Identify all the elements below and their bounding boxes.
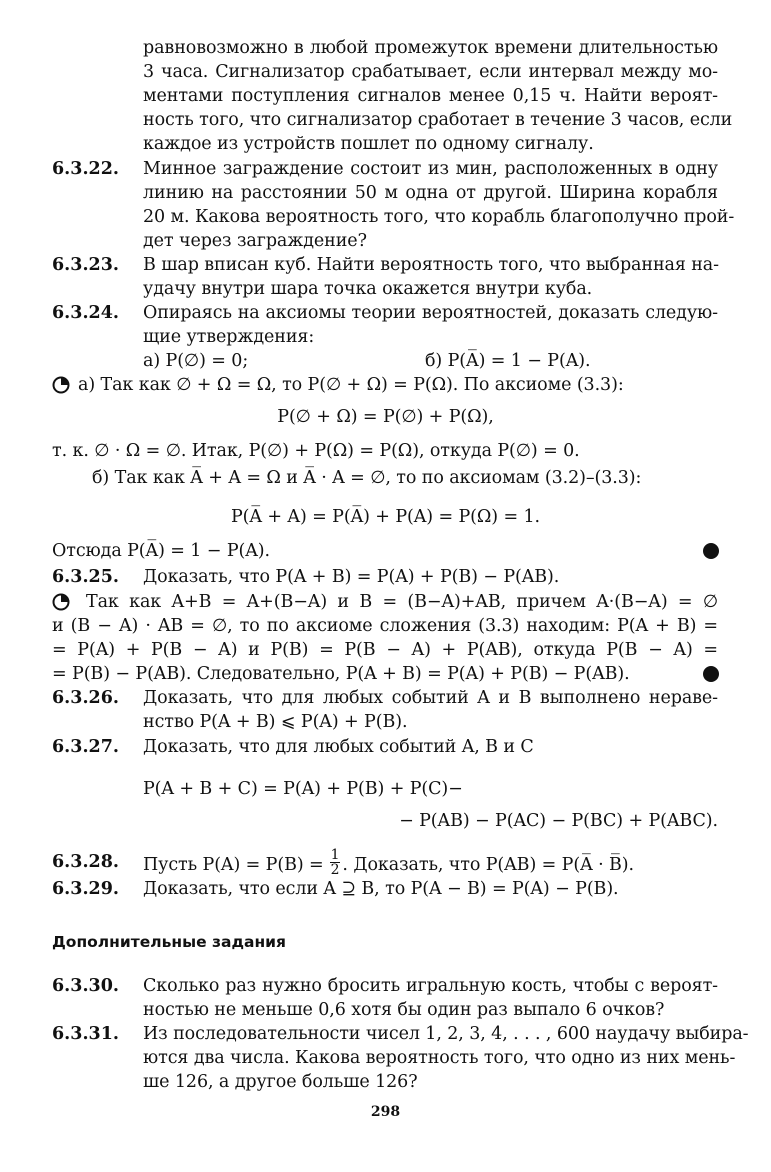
problem-number: 6.3.22.: [52, 159, 119, 179]
problem-number: 6.3.24.: [52, 303, 119, 323]
problem-text: удачу внутри шара точка окажется внутри куба.: [143, 279, 593, 299]
formula: P(A + B + C) = P(A) + P(B) + P(C)−: [143, 779, 463, 799]
problem-text: Доказать, что для любых событий A, B и C: [143, 737, 534, 757]
formula: P(∅ + Ω) = P(∅) + P(Ω),: [277, 407, 494, 427]
problem-number: 6.3.27.: [52, 737, 119, 757]
problem-text: 20 м. Какова вероятность того, что корабль благополучно прой-: [143, 207, 735, 227]
text-line: равновозможно в любой промежуток времени длительностью: [143, 38, 718, 58]
fraction-denominator: 2: [330, 862, 340, 878]
problem-text: ше 126, а другое больше 126?: [143, 1072, 418, 1092]
solution-text: = P(A) + P(B − A) и P(B) = P(B − A) + P(AB), откуда P(B − A) =: [52, 640, 718, 660]
problem-text-pre: Пусть P(A) = P(B) =: [143, 854, 324, 875]
solution-text: а) Так как ∅ + Ω = Ω, то P(∅ + Ω) = P(Ω). По аксиоме (3.3):: [78, 375, 624, 395]
text-line: ментами поступления сигналов менее 0,15 ч. Найти вероят-: [143, 86, 718, 106]
problem-text: Из последовательности чисел 1, 2, 3, 4, . . . , 600 наудачу выбира-: [143, 1024, 749, 1044]
solution-end-icon: [702, 542, 720, 560]
problem-item-a: а) P(∅) = 0;: [143, 351, 249, 371]
problem-text: Доказать, что P(A + B) = P(A) + P(B) − P(AB).: [143, 567, 560, 587]
text-line: 3 часа. Сигнализатор срабатывает, если интервал между мо-: [143, 62, 718, 82]
problem-text: ностью не меньше 0,6 хотя бы один раз выпало 6 очков?: [143, 1000, 665, 1020]
problem-number: 6.3.25.: [52, 567, 119, 587]
problem-text: Доказать, что для любых событий A и B выполнено нераве-: [143, 688, 718, 708]
problem-text: линию на расстоянии 50 м одна от другой. Ширина корабля: [143, 183, 718, 203]
problem-item-b: б) P(A̅) = 1 − P(A).: [425, 351, 591, 371]
text-line: каждое из устройств пошлет по одному сигналу.: [143, 134, 594, 154]
problem-text: ются два числа. Какова вероятность того, что одно из них мень-: [143, 1048, 736, 1068]
fraction-numerator: 1: [330, 847, 340, 863]
problem-text: щие утверждения:: [143, 327, 315, 347]
problem-text: [143, 847, 634, 879]
problem-text: дет через заграждение?: [143, 231, 367, 251]
section-heading: Дополнительные задания: [52, 933, 286, 951]
problem-text: нство P(A + B) ⩽ P(A) + P(B).: [143, 712, 408, 732]
formula: − P(AB) − P(AC) − P(BC) + P(ABC).: [399, 811, 718, 831]
problem-number: 6.3.29.: [52, 879, 119, 899]
solution-start-icon: [52, 376, 70, 394]
fraction: [330, 848, 341, 877]
text-line: ность того, что сигнализатор сработает в течение 3 часов, если: [143, 110, 733, 130]
solution-text: = P(B) − P(AB). Следовательно, P(A + B) = P(A) + P(B) − P(AB).: [52, 664, 630, 684]
solution-text: б) Так как A̅ + A = Ω и A̅ · A = ∅, то по аксиомам (3.2)–(3.3):: [92, 468, 642, 488]
solution-text: и (B − A) · AB = ∅, то по аксиоме сложения (3.3) находим: P(A + B) =: [52, 616, 718, 636]
problem-number: 6.3.28.: [52, 852, 119, 872]
problem-number: 6.3.26.: [52, 688, 119, 708]
problem-text: Минное заграждение состоит из мин, расположенных в одну: [143, 159, 718, 179]
solution-start-icon: [52, 593, 70, 611]
problem-text: Опираясь на аксиомы теории вероятностей, доказать следую-: [143, 303, 718, 323]
formula: P(A̅ + A) = P(A̅) + P(A) = P(Ω) = 1.: [230, 507, 541, 527]
page-number: 298: [370, 1104, 401, 1120]
solution-text: Отсюда P(A̅) = 1 − P(A).: [52, 541, 270, 561]
solution-end-icon: [702, 665, 720, 683]
problem-number: 6.3.23.: [52, 255, 119, 275]
problem-text-post: . Доказать, что P(AB) = P(A̅ · B̅).: [342, 854, 634, 875]
problem-number: 6.3.31.: [52, 1024, 119, 1044]
problem-text: В шар вписан куб. Найти вероятность того, что выбранная на-: [143, 255, 719, 275]
solution-text: т. к. ∅ · Ω = ∅. Итак, P(∅) + P(Ω) = P(Ω), откуда P(∅) = 0.: [52, 441, 580, 461]
problem-text: Доказать, что если A ⊇ B, то P(A − B) = P(A) − P(B).: [143, 879, 619, 899]
problem-text: Сколько раз нужно бросить игральную кость, чтобы с вероят-: [143, 976, 718, 996]
solution-text: Так как A+B = A+(B−A) и B = (B−A)+AB, причем A·(B−A) = ∅: [86, 592, 718, 612]
problem-number: 6.3.30.: [52, 976, 119, 996]
